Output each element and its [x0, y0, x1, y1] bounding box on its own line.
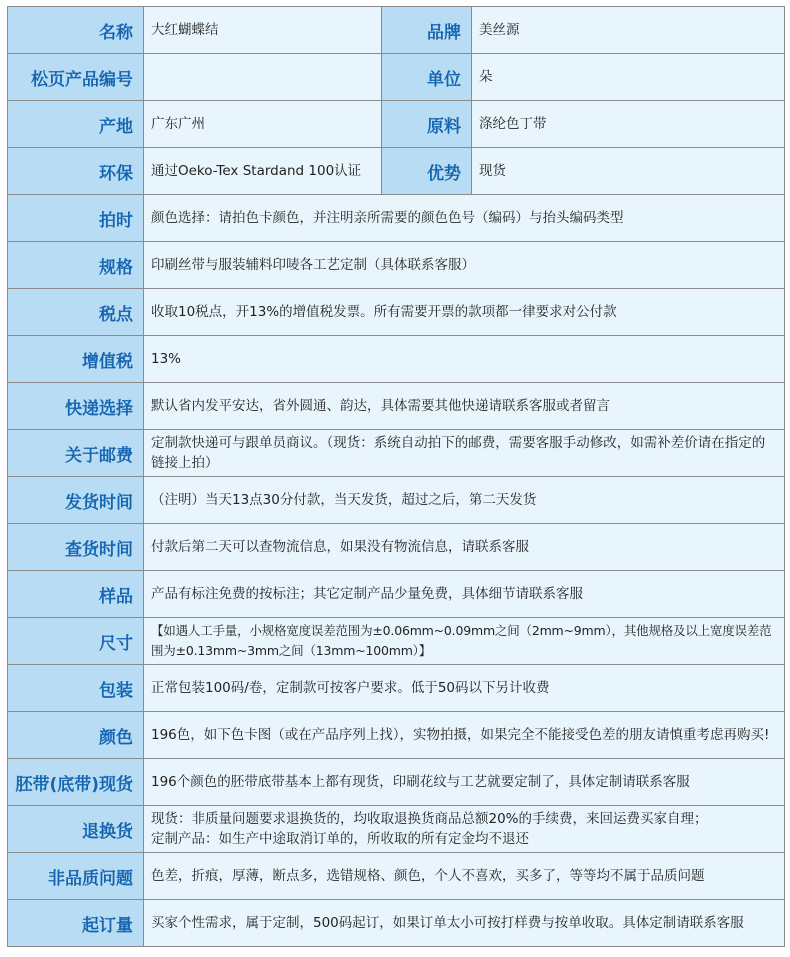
label-spec: 规格: [8, 242, 144, 289]
spec-row-spec: [8, 242, 785, 289]
value-ordering: 颜色选择：请拍色卡颜色，并注明亲所需要的颜色色号（编码）与抬头编码类型: [144, 195, 785, 242]
label-vat: 增值税: [8, 336, 144, 383]
label-tracking: 查货时间: [8, 524, 144, 571]
label-origin: 产地: [8, 101, 144, 148]
label-shipping-fee: 关于邮费: [8, 430, 144, 477]
value-colors: 196色，如下色卡图（或在产品序列上找），实物拍摄，如果完全不能接受色差的朋友请慎重考虑再购买!: [144, 712, 785, 759]
spec-table: [7, 6, 785, 947]
spec-row-vat: [8, 336, 785, 383]
returns-custom-text: 定制产品：如生产中途取消订单的，所收取的所有定金均不退还: [151, 831, 529, 847]
label-courier: 快递选择: [8, 383, 144, 430]
value-material: 涤纶色丁带: [472, 101, 785, 148]
label-colors: 颜色: [8, 712, 144, 759]
spec-row-returns: [8, 806, 785, 853]
spec-row-packaging: [8, 665, 785, 712]
spec-row-tracking: [8, 524, 785, 571]
value-vat: 13%: [144, 336, 785, 383]
value-size: 【如遇人工手量，小规格宽度误差范围为±0.06mm~0.09mm之间（2mm~9mm），其他规格及以上宽度误差范围为±0.13mm~3mm之间（13mm~100mm）】: [144, 618, 785, 665]
label-moq: 起订量: [8, 900, 144, 947]
label-size: 尺寸: [8, 618, 144, 665]
label-dispatch-time: 发货时间: [8, 477, 144, 524]
value-name: 大红蝴蝶结: [144, 7, 382, 54]
spec-row-shipping-fee: [8, 430, 785, 477]
label-packaging: 包装: [8, 665, 144, 712]
label-eco: 环保: [8, 148, 144, 195]
value-origin: 广东广州: [144, 101, 382, 148]
label-unit: 单位: [382, 54, 472, 101]
spec-row-blank-stock: [8, 759, 785, 806]
value-product-code: [144, 54, 382, 101]
value-eco: 通过Oeko-Tex Stardand 100认证: [144, 148, 382, 195]
spec-row-samples: [8, 571, 785, 618]
spec-row-origin: [8, 101, 785, 148]
value-courier: 默认省内发平安达，省外圆通、韵达，具体需要其他快递请联系客服或者留言: [144, 383, 785, 430]
value-blank-stock: 196个颜色的胚带底带基本上都有现货，印刷花纹与工艺就要定制了，具体定制请联系客服: [144, 759, 785, 806]
label-product-code: 松页产品编号: [8, 54, 144, 101]
product-spec-sheet: [7, 6, 784, 947]
spec-row-colors: [8, 712, 785, 759]
value-shipping-fee: 定制款快递可与跟单员商议。（现货：系统自动拍下的邮费，需要客服手动修改，如需补差价请在指定的链接上拍）: [144, 430, 785, 477]
spec-row-product-code: [8, 54, 785, 101]
value-moq: 买家个性需求，属于定制，500码起订，如果订单太小可按打样费与按单收取。具体定制请联系客服: [144, 900, 785, 947]
label-blank-stock: 胚带(底带)现货: [8, 759, 144, 806]
value-packaging: 正常包装100码/卷，定制款可按客户要求。低于50码以下另计收费: [144, 665, 785, 712]
label-material: 原料: [382, 101, 472, 148]
value-tracking: 付款后第二天可以查物流信息，如果没有物流信息，请联系客服: [144, 524, 785, 571]
label-returns: 退换货: [8, 806, 144, 853]
spec-row-courier: [8, 383, 785, 430]
spec-row-non-quality: [8, 853, 785, 900]
spec-row-dispatch-time: [8, 477, 785, 524]
value-dispatch-time: （注明）当天13点30分付款，当天发货，超过之后，第二天发货: [144, 477, 785, 524]
returns-stock-text: 现货：非质量问题要求退换货的，均收取退换货商品总额20%的手续费，来回运费买家自理；: [151, 811, 708, 827]
spec-row-eco: [8, 148, 785, 195]
value-non-quality: 色差，折痕，厚薄，断点多，选错规格、颜色，个人不喜欢，买多了，等等均不属于品质问题: [144, 853, 785, 900]
spec-row-tax-point: [8, 289, 785, 336]
label-advantage: 优势: [382, 148, 472, 195]
value-tax-point: 收取10税点，开13%的增值税发票。所有需要开票的款项都一律要求对公付款: [144, 289, 785, 336]
label-ordering: 拍时: [8, 195, 144, 242]
value-brand: 美丝源: [472, 7, 785, 54]
label-tax-point: 税点: [8, 289, 144, 336]
label-name: 名称: [8, 7, 144, 54]
spec-row-size: [8, 618, 785, 665]
value-advantage: 现货: [472, 148, 785, 195]
value-returns: [144, 806, 785, 853]
spec-row-name: [8, 7, 785, 54]
label-non-quality: 非品质问题: [8, 853, 144, 900]
label-samples: 样品: [8, 571, 144, 618]
value-spec: 印刷丝带与服装辅料印唛各工艺定制（具体联系客服）: [144, 242, 785, 289]
value-unit: 朵: [472, 54, 785, 101]
spec-row-moq: [8, 900, 785, 947]
label-brand: 品牌: [382, 7, 472, 54]
value-samples: 产品有标注免费的按标注；其它定制产品少量免费，具体细节请联系客服: [144, 571, 785, 618]
spec-row-ordering: [8, 195, 785, 242]
